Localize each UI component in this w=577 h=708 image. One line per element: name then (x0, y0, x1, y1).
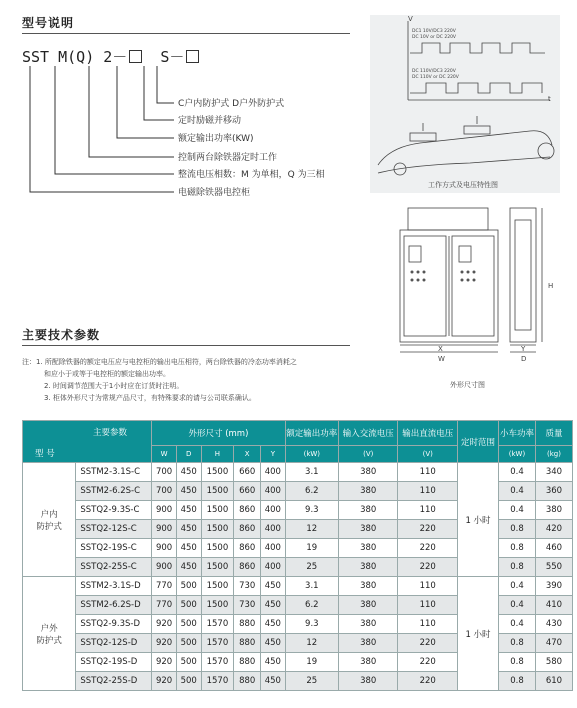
table-cell: 1500 (201, 463, 234, 482)
dim-x-label: X (438, 345, 443, 353)
table-cell: 880 (234, 615, 261, 634)
model-code-suffix: S－ (160, 48, 185, 66)
table-cell: 450 (176, 558, 201, 577)
table-cell: 6.2 (285, 596, 338, 615)
table-cell: 730 (234, 596, 261, 615)
time-range-header: 定时范围 (457, 421, 498, 463)
table-row (23, 577, 573, 596)
table-cell: 380 (338, 539, 398, 558)
table-cell: 460 (535, 539, 572, 558)
signal-label-4: DC 110V or DC 220V (412, 75, 459, 80)
table-cell: 730 (234, 577, 261, 596)
table-cell: 380 (338, 558, 398, 577)
table-cell: 450 (176, 520, 201, 539)
corner-top-label: 主要参数 (93, 428, 128, 438)
dim-y-label: Y (521, 345, 526, 353)
table-cell: 430 (535, 615, 572, 634)
dim-w-label: W (438, 355, 445, 363)
table-cell: 860 (234, 539, 261, 558)
table-cell: 1500 (201, 520, 234, 539)
notes-block (22, 356, 297, 404)
table-cell: 0.8 (499, 539, 536, 558)
dim-d-label: D (521, 355, 527, 363)
tech-title-rule (22, 345, 350, 346)
table-cell: 770 (152, 577, 177, 596)
table-cell: 220 (398, 558, 458, 577)
table-cell: 400 (261, 558, 286, 577)
table-cell: SSTQ2-12S-C (76, 520, 152, 539)
time-range-cell: 1 小时 (457, 463, 498, 577)
table-cell: 920 (152, 615, 177, 634)
table-cell: 860 (234, 520, 261, 539)
table-cell: 450 (261, 653, 286, 672)
table-cell: 550 (535, 558, 572, 577)
table-cell: 400 (261, 539, 286, 558)
table-cell: 1500 (201, 577, 234, 596)
table-cell: SSTM2-6.2S-C (76, 482, 152, 501)
table-cell: 500 (176, 634, 201, 653)
table-cell: 880 (234, 653, 261, 672)
table-cell: 25 (285, 558, 338, 577)
ac-voltage-header: 输入交流电压 (338, 421, 398, 446)
table-cell: 0.4 (499, 482, 536, 501)
outline-caption: 外形尺寸图 (450, 381, 485, 389)
table-cell: SSTQ2-19S-D (76, 653, 152, 672)
table-cell: 110 (398, 577, 458, 596)
car-power-header: 小车功率 (499, 421, 536, 446)
outline-drawing (380, 200, 570, 380)
table-cell: 380 (338, 596, 398, 615)
signal-label-2: DC 10V or DC 220V (412, 35, 457, 40)
table-cell: 920 (152, 653, 177, 672)
dc-unit: (V) (398, 446, 458, 463)
timing-diagram-panel (370, 15, 560, 193)
car-power-unit: (kW) (499, 446, 536, 463)
table-cell: 500 (176, 596, 201, 615)
spec-table-body (23, 463, 573, 691)
signal-label-1: DC1 10V/DC3 220V (412, 29, 456, 34)
table-cell: 1500 (201, 539, 234, 558)
table-cell: 380 (338, 672, 398, 691)
table-cell: 380 (338, 501, 398, 520)
table-cell: 1500 (201, 501, 234, 520)
table-cell: 380 (338, 482, 398, 501)
legend-item-protection: C户内防护式 D户外防护式 (178, 99, 285, 109)
table-cell: 900 (152, 539, 177, 558)
model-code-prefix: SST M(Q) 2－ (22, 48, 128, 66)
note-line: 和应小于或等于电控柜的额定输出功率。 (44, 370, 170, 378)
table-cell: 660 (234, 482, 261, 501)
table-cell: 110 (398, 501, 458, 520)
table-cell: SSTQ2-25S-D (76, 672, 152, 691)
table-cell: 19 (285, 539, 338, 558)
dims-header: 外形尺寸 (mm) (152, 421, 285, 446)
table-cell: 1570 (201, 653, 234, 672)
table-cell: 380 (338, 463, 398, 482)
table-cell: 450 (261, 596, 286, 615)
axis-v-label: V (408, 15, 413, 23)
group-label-line: 户内 (40, 509, 58, 520)
table-cell: 450 (176, 539, 201, 558)
table-cell: 1500 (201, 558, 234, 577)
table-cell: 450 (176, 482, 201, 501)
table-cell: SSTM2-3.1S-C (76, 463, 152, 482)
table-cell: 220 (398, 634, 458, 653)
dim-col-y: Y (261, 446, 286, 463)
table-cell: 25 (285, 672, 338, 691)
rated-power-unit: (kW) (285, 446, 338, 463)
table-cell: 500 (176, 672, 201, 691)
table-cell: 0.4 (499, 463, 536, 482)
table-cell: 450 (261, 615, 286, 634)
table-cell: 110 (398, 596, 458, 615)
table-cell: 450 (261, 634, 286, 653)
table-corner-cell (23, 421, 152, 463)
table-cell: 1570 (201, 615, 234, 634)
table-cell: 400 (261, 482, 286, 501)
time-range-cell: 1 小时 (457, 577, 498, 691)
table-cell: SSTM2-3.1S-D (76, 577, 152, 596)
table-cell: 380 (338, 634, 398, 653)
table-cell: 900 (152, 501, 177, 520)
table-cell: 220 (398, 520, 458, 539)
table-cell: 1500 (201, 596, 234, 615)
table-cell: 900 (152, 558, 177, 577)
dim-col-w: W (152, 446, 177, 463)
table-cell: 380 (535, 501, 572, 520)
table-cell: 700 (152, 463, 177, 482)
table-cell: 450 (176, 463, 201, 482)
table-cell: 860 (234, 501, 261, 520)
timing-caption: 工作方式及电压特性图 (428, 181, 498, 189)
table-cell: 450 (261, 577, 286, 596)
table-cell: 920 (152, 672, 177, 691)
table-cell: 400 (261, 520, 286, 539)
table-cell: 500 (176, 577, 201, 596)
table-cell: 380 (338, 577, 398, 596)
table-cell: 470 (535, 634, 572, 653)
table-cell: 1570 (201, 634, 234, 653)
table-cell: 0.8 (499, 653, 536, 672)
legend-item-phase: 整流电压相数：M 为单相，Q 为三相 (178, 170, 325, 180)
table-cell: 410 (535, 596, 572, 615)
table-cell: 400 (261, 463, 286, 482)
table-cell: 0.8 (499, 520, 536, 539)
table-cell: 380 (338, 653, 398, 672)
timing-diagram (370, 15, 560, 193)
table-cell: 110 (398, 463, 458, 482)
table-cell: 880 (234, 672, 261, 691)
table-cell: 0.8 (499, 672, 536, 691)
legend-item-power: 额定输出功率(KW) (178, 134, 254, 144)
ac-unit: (V) (338, 446, 398, 463)
signal-label-3: DC 110V/DC3 220V (412, 69, 456, 74)
note-line: 3. 柜体外形尺寸为常规产品尺寸，有特殊要求的请与公司联系确认。 (44, 394, 256, 402)
group-label (23, 463, 76, 577)
table-cell: 220 (398, 653, 458, 672)
table-cell: 860 (234, 558, 261, 577)
table-cell: 360 (535, 482, 572, 501)
legend-item-dual: 控制两台除铁器定时工作 (178, 153, 278, 163)
legend-item-timed: 定时励磁并移动 (178, 116, 242, 126)
dim-col-h: H (201, 446, 234, 463)
table-cell: 610 (535, 672, 572, 691)
table-cell: 580 (535, 653, 572, 672)
model-section-title: 型号说明 (22, 16, 75, 30)
table-cell: 880 (234, 634, 261, 653)
group-label-line: 户外 (40, 623, 58, 634)
dim-h-label: H (548, 282, 554, 290)
table-cell: 0.8 (499, 634, 536, 653)
table-cell: 450 (176, 501, 201, 520)
table-cell: 6.2 (285, 482, 338, 501)
table-cell: 9.3 (285, 615, 338, 634)
group-label (23, 577, 76, 691)
table-cell: 390 (535, 577, 572, 596)
corner-bottom-label: 型 号 (35, 449, 55, 459)
spec-table (22, 420, 573, 691)
table-cell: SSTQ2-9.3S-D (76, 615, 152, 634)
table-cell: 380 (338, 615, 398, 634)
table-cell: 220 (398, 672, 458, 691)
table-cell: SSTQ2-19S-C (76, 539, 152, 558)
table-cell: 700 (152, 482, 177, 501)
table-row (23, 463, 573, 482)
table-cell: 9.3 (285, 501, 338, 520)
table-cell: 12 (285, 634, 338, 653)
table-cell: 400 (261, 501, 286, 520)
group-label-line: 防护式 (36, 521, 62, 532)
table-cell: 0.4 (499, 596, 536, 615)
table-cell: 19 (285, 653, 338, 672)
table-cell: 660 (234, 463, 261, 482)
table-cell: 220 (398, 539, 458, 558)
table-cell: SSTQ2-12S-D (76, 634, 152, 653)
table-cell: 0.4 (499, 615, 536, 634)
dim-col-d: D (176, 446, 201, 463)
table-cell: 12 (285, 520, 338, 539)
note-line: 注：1. 所配除铁器的额定电压应与电控柜的输出电压相符，两台除铁器的冷态功率消耗之 (22, 358, 297, 366)
table-cell: SSTM2-6.2S-D (76, 596, 152, 615)
table-cell: SSTQ2-9.3S-C (76, 501, 152, 520)
table-cell: 380 (338, 520, 398, 539)
group-label-line: 防护式 (36, 635, 62, 646)
note-line: 2. 时间调节范围大于1小时应在订货时注明。 (44, 382, 184, 390)
table-cell: 900 (152, 520, 177, 539)
table-cell: 0.8 (499, 558, 536, 577)
table-cell: 110 (398, 482, 458, 501)
table-cell: 110 (398, 615, 458, 634)
table-cell: 3.1 (285, 577, 338, 596)
tech-section-title: 主要技术参数 (22, 328, 101, 342)
table-cell: 340 (535, 463, 572, 482)
table-cell: 0.4 (499, 501, 536, 520)
table-cell: 420 (535, 520, 572, 539)
axis-t-label: t (548, 95, 551, 103)
table-cell: 920 (152, 634, 177, 653)
table-cell: SSTQ2-25S-C (76, 558, 152, 577)
table-cell: 1570 (201, 672, 234, 691)
table-cell: 450 (261, 672, 286, 691)
dim-col-x: X (234, 446, 261, 463)
legend-item-cabinet: 电磁除铁器电控柜 (178, 188, 251, 198)
table-cell: 500 (176, 653, 201, 672)
mass-header: 质量 (535, 421, 572, 446)
table-cell: 1500 (201, 482, 234, 501)
table-cell: 500 (176, 615, 201, 634)
rated-power-header: 额定输出功率 (285, 421, 338, 446)
mass-unit: (kg) (535, 446, 572, 463)
table-cell: 3.1 (285, 463, 338, 482)
table-cell: 770 (152, 596, 177, 615)
table-cell: 0.4 (499, 577, 536, 596)
dc-voltage-header: 输出直流电压 (398, 421, 458, 446)
